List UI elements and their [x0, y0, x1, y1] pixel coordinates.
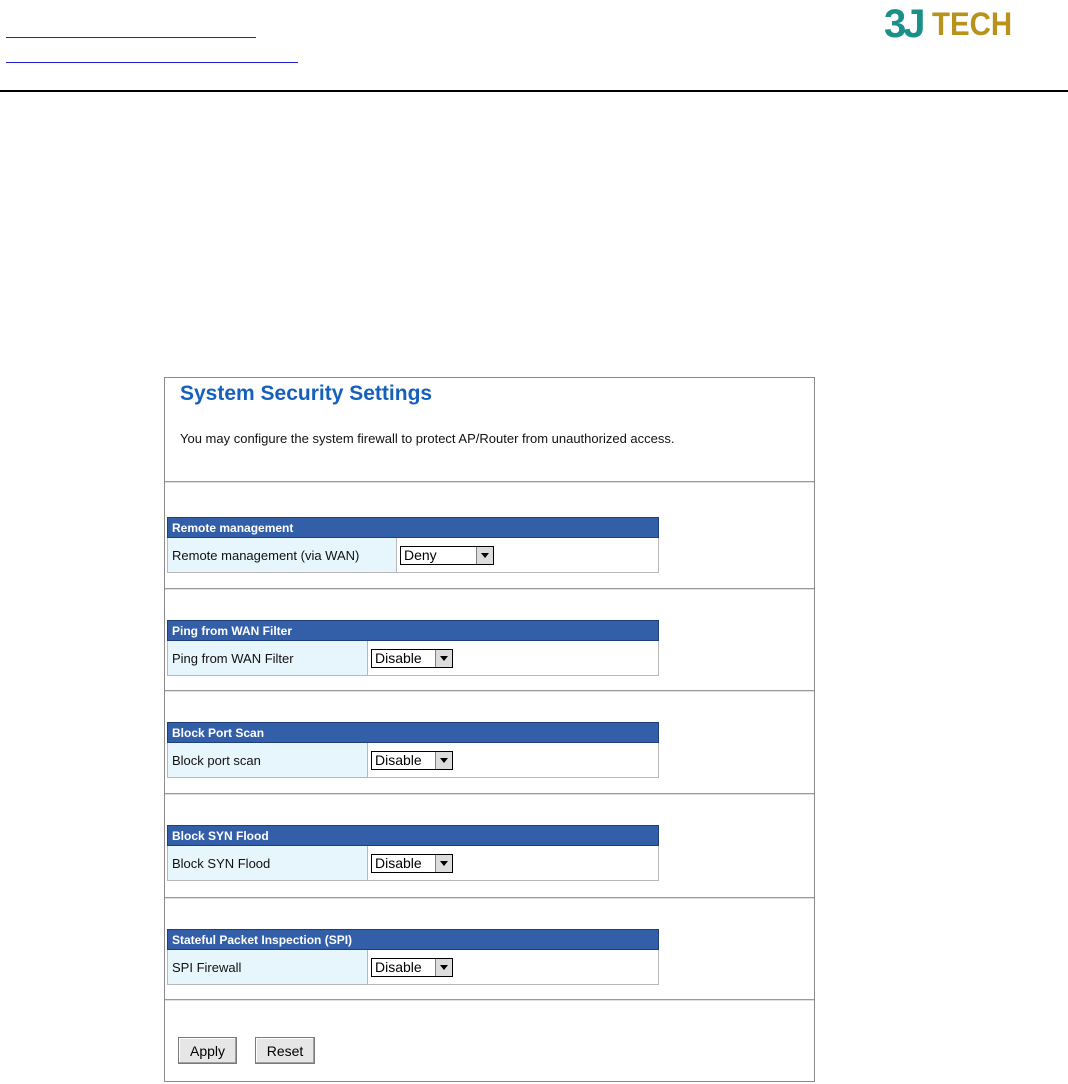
section-header: Ping from WAN Filter — [167, 620, 659, 641]
remote-management-select[interactable] — [400, 546, 494, 565]
reset-button[interactable]: Reset — [255, 1037, 315, 1064]
section-row — [167, 950, 659, 985]
divider — [165, 690, 814, 692]
section-row — [167, 538, 659, 573]
spi-firewall-select[interactable] — [371, 958, 453, 977]
section-header: Remote management — [167, 517, 659, 538]
row-label: Ping from WAN Filter — [168, 641, 368, 675]
section-row — [167, 846, 659, 881]
section-header: Block Port Scan — [167, 722, 659, 743]
chevron-down-icon[interactable] — [476, 547, 493, 564]
select-value: Disable — [375, 958, 422, 975]
page-title: System Security Settings — [180, 382, 433, 405]
chevron-down-icon[interactable] — [435, 855, 452, 872]
row-label: Block port scan — [168, 743, 368, 777]
company-logo — [884, 4, 1016, 60]
divider — [165, 897, 814, 899]
section-row — [167, 641, 659, 676]
select-value: Disable — [375, 854, 422, 871]
header-link-1[interactable] — [6, 37, 256, 38]
divider — [165, 481, 814, 483]
row-value — [368, 641, 658, 675]
divider — [165, 588, 814, 590]
section-header: Stateful Packet Inspection (SPI) — [167, 929, 659, 950]
logo-number: 3J — [884, 2, 923, 46]
page-description: You may configure the system firewall to protect AP/Router from unauthorized access. — [180, 431, 675, 446]
block-port-scan-select[interactable] — [371, 751, 453, 770]
block-port-scan-section — [167, 722, 659, 778]
section-row — [167, 743, 659, 778]
row-label: Remote management (via WAN) — [168, 538, 397, 572]
select-value: Disable — [375, 751, 422, 768]
select-value: Disable — [375, 649, 422, 666]
block-syn-flood-select[interactable] — [371, 854, 453, 873]
chevron-down-icon[interactable] — [435, 959, 452, 976]
ping-wan-filter-select[interactable] — [371, 649, 453, 668]
row-value — [368, 743, 658, 777]
header-link-2[interactable] — [6, 62, 298, 63]
row-value — [368, 950, 658, 984]
spi-section — [167, 929, 659, 985]
divider — [165, 999, 814, 1001]
header-divider — [0, 90, 1068, 92]
section-header: Block SYN Flood — [167, 825, 659, 846]
row-label: SPI Firewall — [168, 950, 368, 984]
security-settings-panel — [164, 377, 815, 1082]
divider — [165, 793, 814, 795]
chevron-down-icon[interactable] — [435, 650, 452, 667]
apply-button[interactable]: Apply — [178, 1037, 237, 1064]
chevron-down-icon[interactable] — [435, 752, 452, 769]
row-value — [397, 538, 658, 572]
select-value: Deny — [404, 546, 437, 563]
row-value — [368, 846, 658, 880]
row-label: Block SYN Flood — [168, 846, 368, 880]
remote-management-section — [167, 517, 659, 573]
ping-wan-filter-section — [167, 620, 659, 676]
block-syn-flood-section — [167, 825, 659, 881]
logo-word: TECH — [932, 6, 1013, 42]
